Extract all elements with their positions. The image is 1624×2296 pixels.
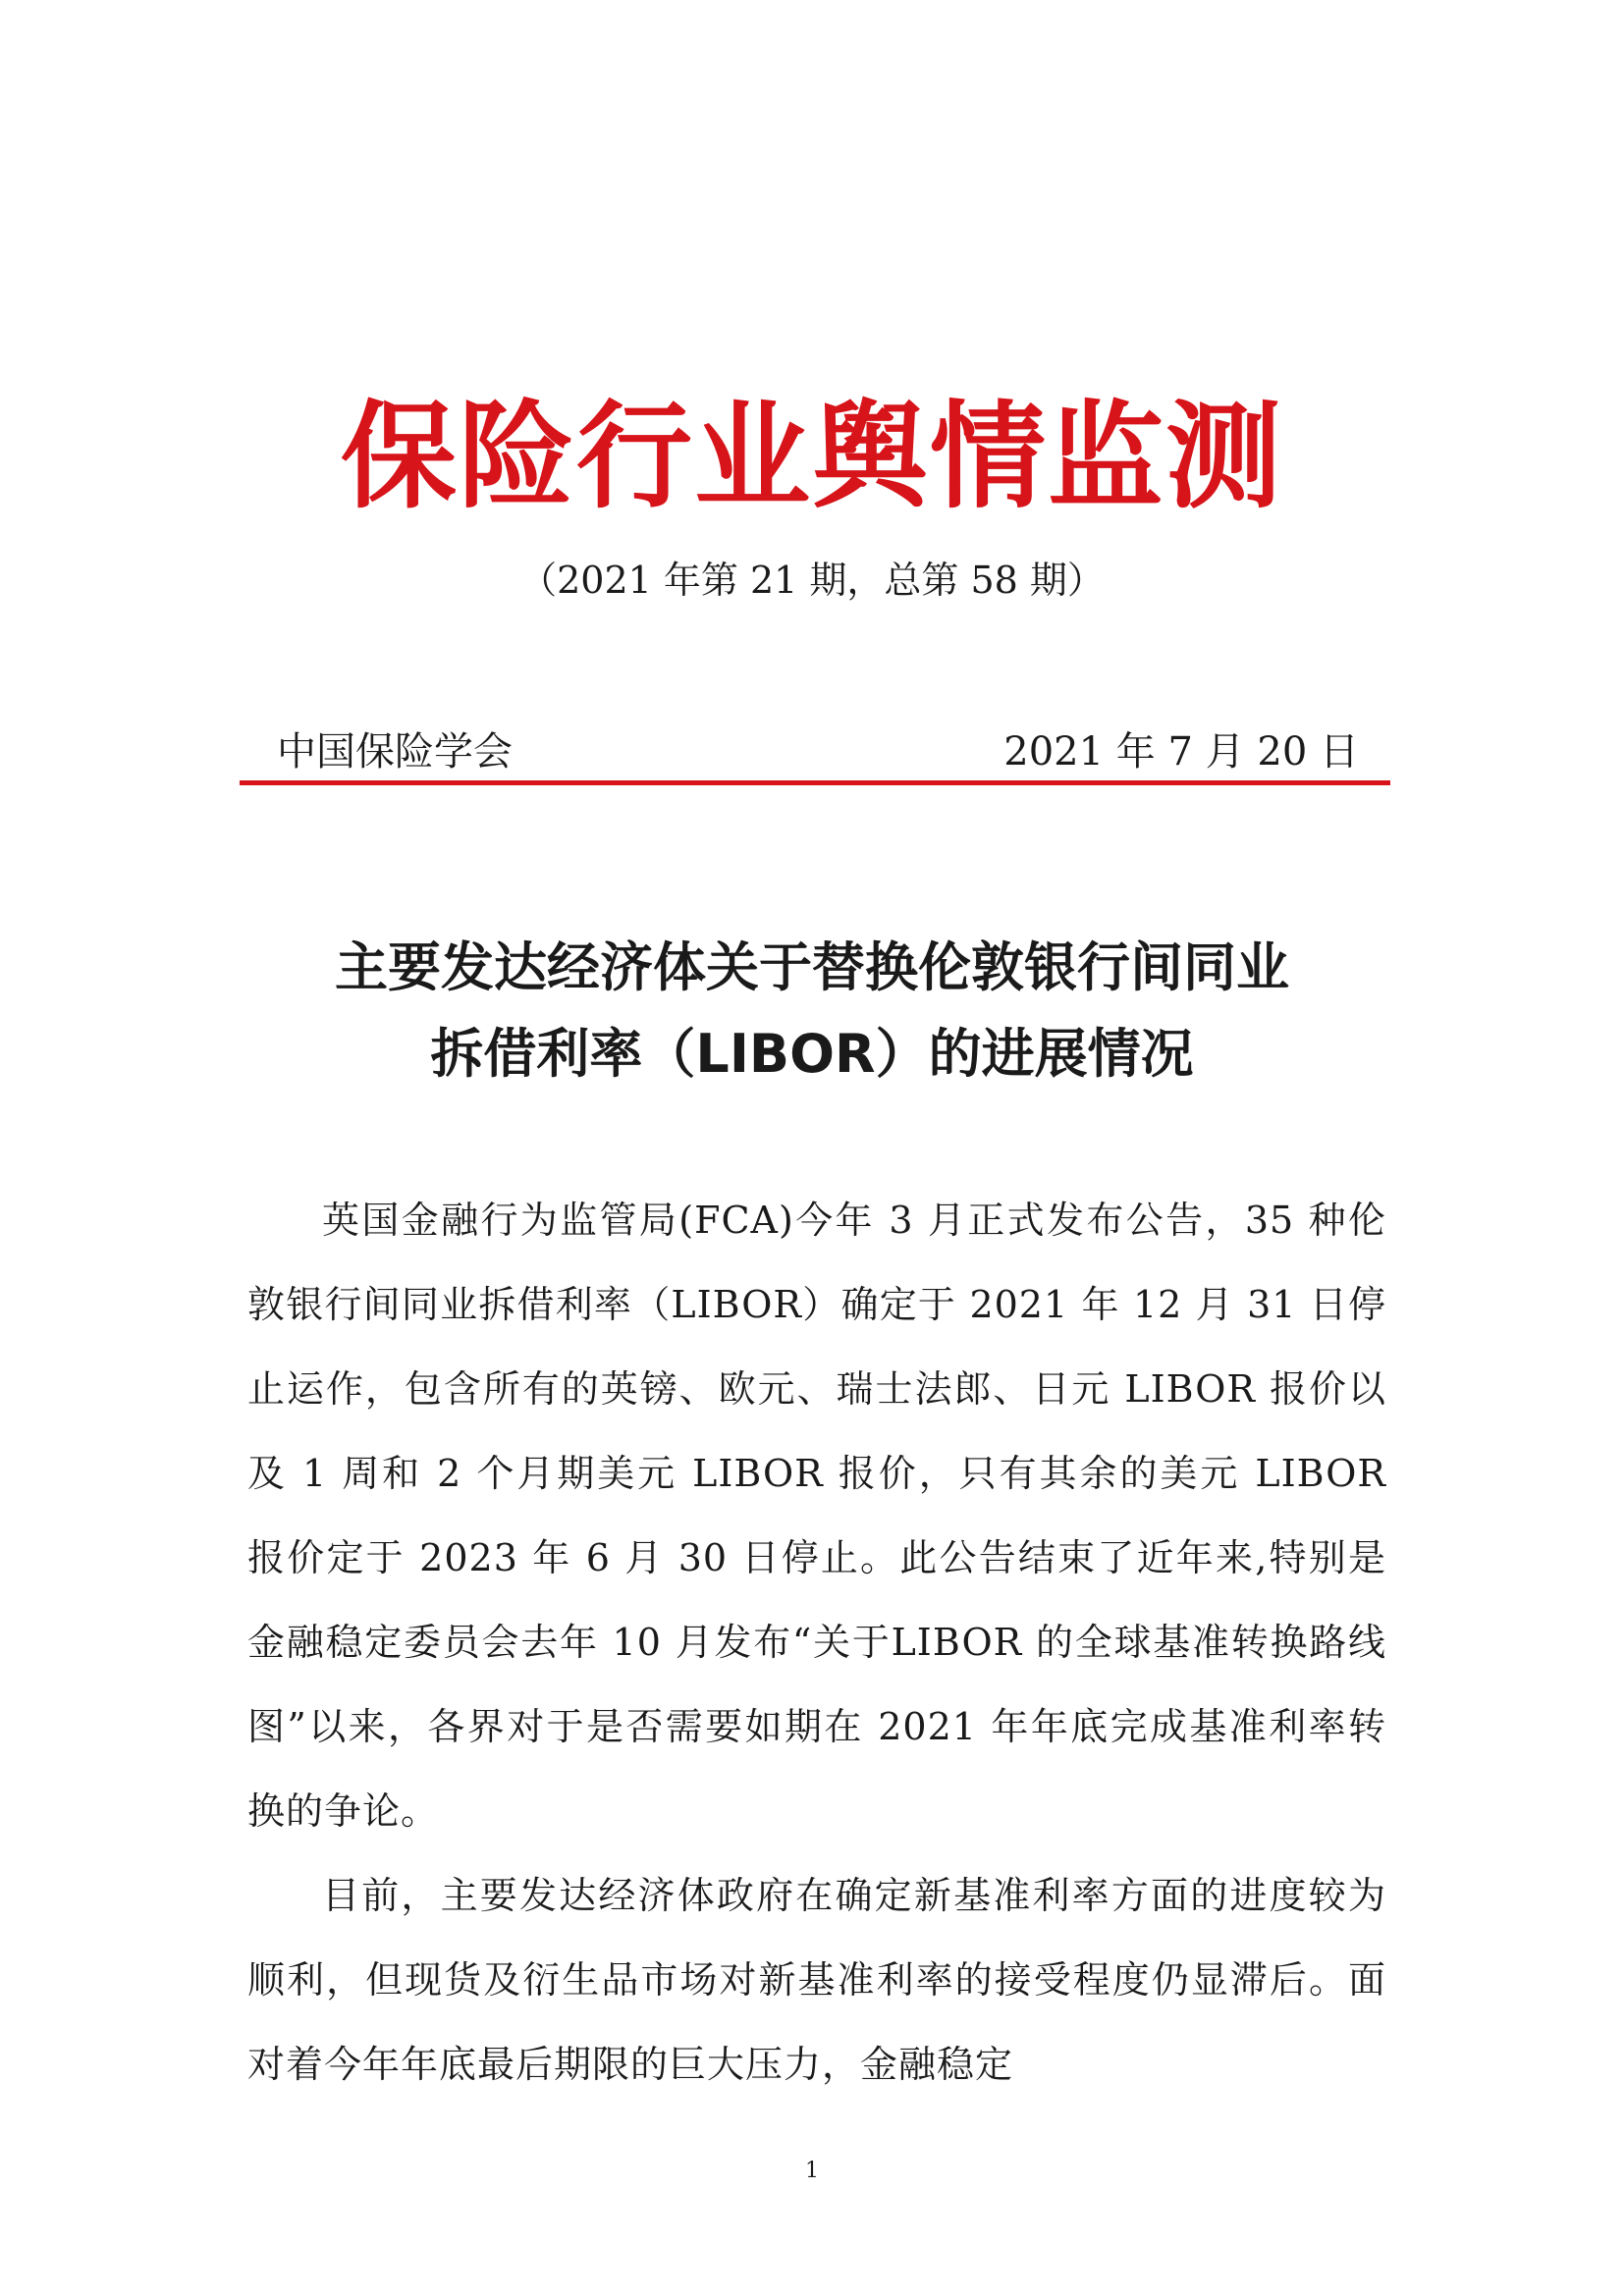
article-body — [247, 1178, 1386, 2107]
issuing-organization: 中国保险学会 — [277, 729, 513, 774]
masthead-title: 保险行业舆情监测 — [340, 388, 1283, 524]
red-divider — [240, 780, 1390, 785]
issue-date: 2021 年 7 月 20 日 — [1003, 729, 1359, 774]
body-paragraph-1: 英国金融行为监管局(FCA)今年 3 月正式发布公告，35 种伦敦银行间同业拆借利率（LIBOR）确定于 2021 年 12 月 31 日停止运作，包含所有的英镑、欧元、瑞士法郎、日元 LIBOR 报价以及 1 周和 2 个月期美元 LIBOR 报价，只有其余的美元 LIBOR 报价定于 2023 年 6 月 30 日停止。此公告结束了近年来,特别是金融稳定委员会去年 10 月发布“关于LIBOR 的全球基准转换路线图”以来，各界对于是否需要如期在 2021 年年底完成基准利率转换的争论。 — [247, 1199, 1386, 1833]
body-paragraph-2: 目前，主要发达经济体政府在确定新基准利率方面的进度较为顺利，但现货及衍生品市场对新基准利率的接受程度仍显滞后。面对着今年年底最后期限的巨大压力，金融稳定 — [247, 1874, 1386, 2086]
page-number: 1 — [805, 2159, 819, 2183]
article-title-line-2: 拆借利率（LIBOR）的进展情况 — [430, 1023, 1194, 1085]
article-title-line-1: 主要发达经济体关于替换伦敦银行间同业 — [335, 936, 1289, 998]
issue-number: （2021 年第 21 期，总第 58 期） — [519, 559, 1105, 602]
article-title — [0, 925, 1624, 1097]
